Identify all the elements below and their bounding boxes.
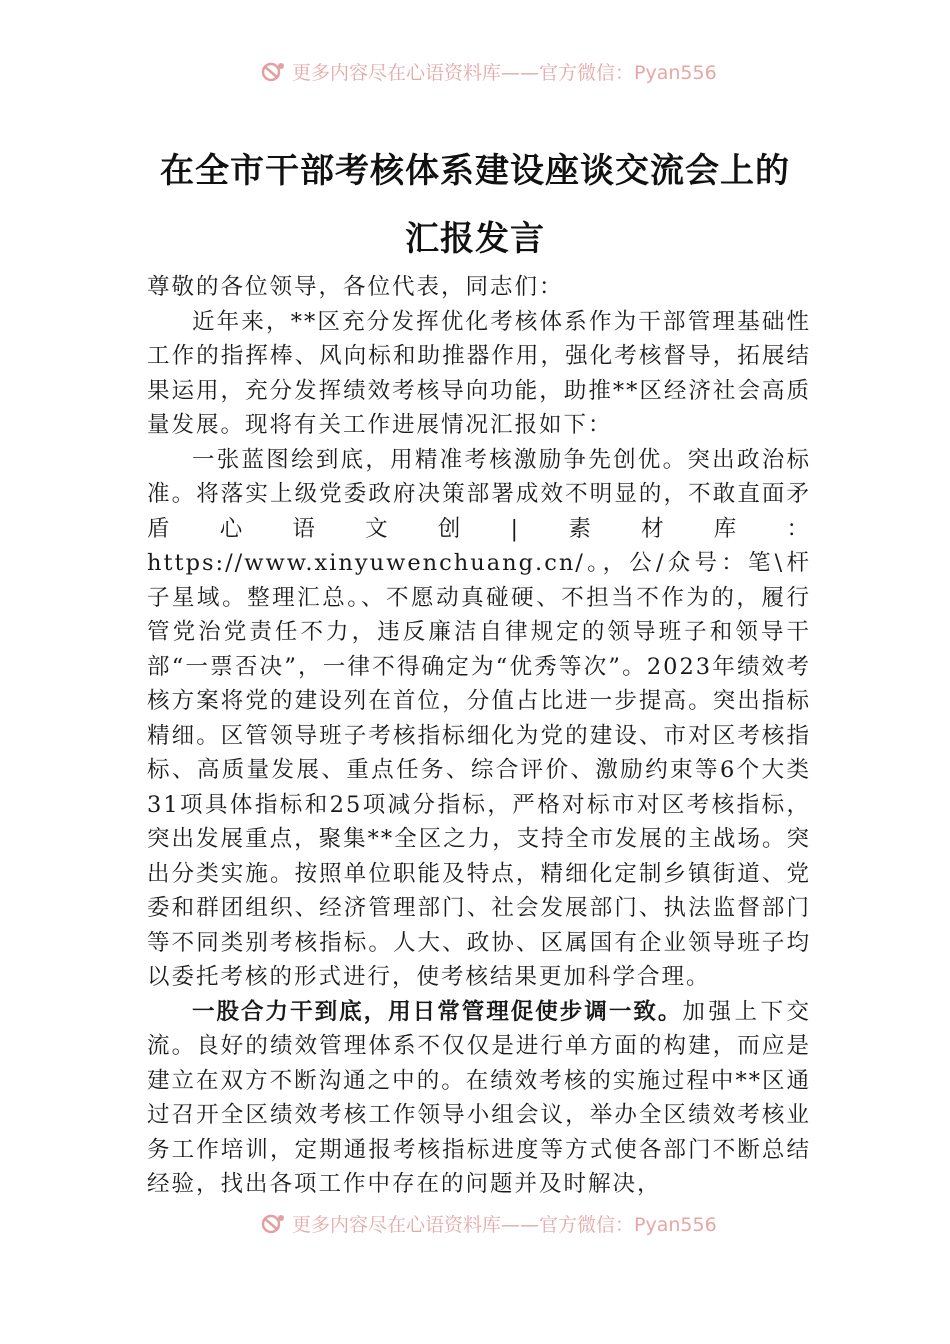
- header-watermark: [260, 58, 740, 84]
- logo-icon: [260, 1212, 286, 1234]
- page-title-line-2: 汇报发言: [405, 219, 545, 259]
- footer-watermark: [260, 1210, 740, 1236]
- salutation: 尊敬的各位领导，各位代表，同志们：: [147, 274, 564, 300]
- watermark-text: 更多内容尽在心语资料库——官方微信：Pyan556: [292, 61, 717, 84]
- paragraph-3-text: 加强上下交流。良好的绩效管理体系不仅仅是进行单方面的构建，而应是建立在双方不断沟通之中的。在绩效考核的实施过程中**区通过召开全区绩效考核工作领导小组会议，举办全区绩效考核业务工作培训，定期通报考核指标进度等方式使各部门不断总结经验，找出各项工作中存在的问题并及时解决，: [147, 998, 811, 1197]
- paragraph-3-lead: 一股合力干到底，用日常管理促使步调一致。: [192, 998, 683, 1025]
- page-title-line-1: 在全市干部考核体系建设座谈交流会上的: [160, 151, 790, 191]
- document-body: [147, 270, 811, 1202]
- paragraph-2: 一张蓝图绘到底，用精准考核激励争先创优。突出政治标准。将落实上级党委政府决策部署成效不明显的，不敢直面矛盾心语文创|素材库：https://www.xinyuwenchuang.cn/。，公/众号：笔\杆子星域。整理汇总。、不愿动真碰硬、不担当不作为的，履行管党治党责任不力，违反廉洁自律规定的领导班子和领导干部“一票否决”，一律不得确定为“优秀等次”。2023年绩效考核方案将党的建设列在首位，分值占比进一步提高。突出指标精细。区管领导班子考核指标细化为党的建设、市对区考核指标、高质量发展、重点任务、综合评价、激励约束等6个大类31项具体指标和25项减分指标，严格对标市对区考核指标，突出发展重点，聚集**全区之力，支持全市发展的主战场。突出分类实施。按照单位职能及特点，精细化定制乡镇街道、党委和群团组织、经济管理部门、社会发展部门、执法监督部门等不同类别考核指标。人大、政协、区属国有企业领导班子均以委托考核的形式进行，使考核结果更加科学合理。: [147, 446, 811, 990]
- logo-icon: [260, 60, 286, 82]
- paragraph-1: 近年来，**区充分发挥优化考核体系作为干部管理基础性工作的指挥棒、风向标和助推器作用，强化考核督导，拓展结果运用，充分发挥绩效考核导向功能，助推**区经济社会高质量发展。现将有关工作进展情况汇报如下：: [147, 308, 811, 438]
- watermark-text: 更多内容尽在心语资料库——官方微信：Pyan556: [292, 1213, 717, 1236]
- paragraph-3: [147, 995, 811, 1202]
